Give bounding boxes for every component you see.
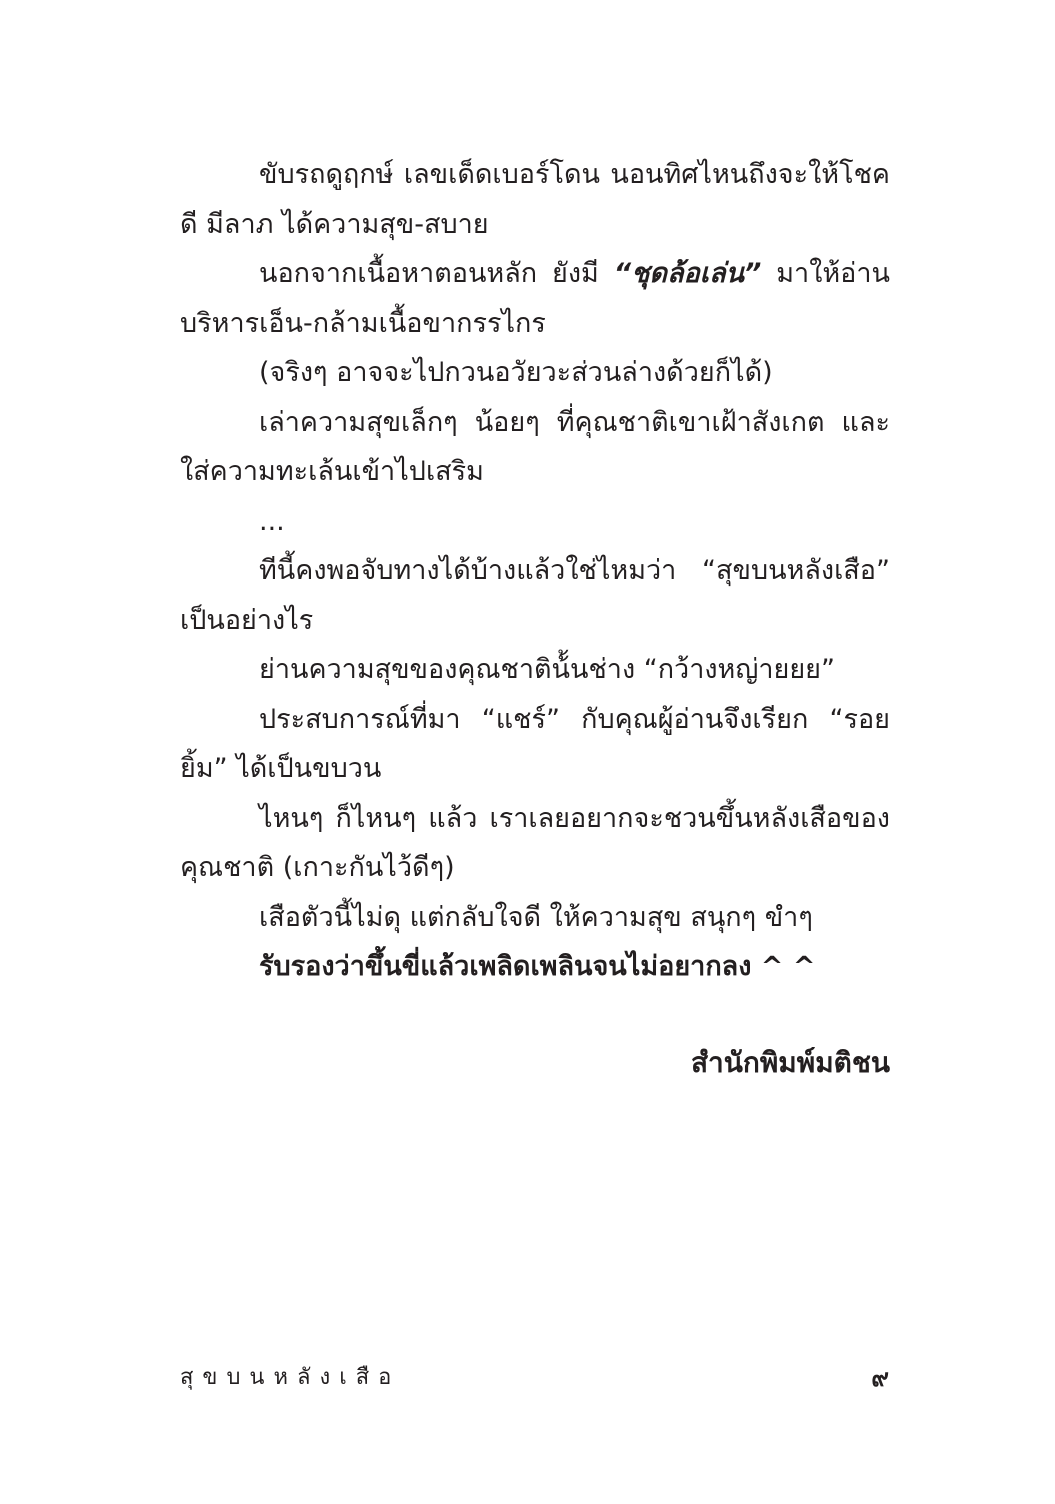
paragraph-9-text: ไหนๆ ก็ไหนๆ แล้ว เราเลยอยากจะชวนขึ้นหลังเสือของคุณชาติ (เกาะกันไว้ดีๆ) — [180, 802, 890, 883]
paragraph-7-text: ย่านความสุขของคุณชาติน้้นช่าง “กว้างหญ่ายยย” — [259, 654, 835, 685]
paragraph-1 — [180, 150, 890, 249]
body-text — [180, 150, 890, 992]
page-number: ๙ — [871, 1364, 889, 1392]
paragraph-7 — [180, 645, 890, 695]
paragraph-10 — [180, 893, 890, 943]
footer-book-title: สุขบนหลังเสือ — [180, 1365, 401, 1390]
paragraph-4-text: เล่าความสุขเล็กๆ น้อยๆ ที่คุณชาติเขาเฝ้าสังเกต และใส่ความทะเล้นเข้าไปเสริม — [180, 406, 890, 487]
paragraph-2-text-before: นอกจากเนื้อหาตอนหลัก ยังมี — [259, 258, 614, 289]
paragraph-4 — [180, 398, 890, 497]
closing-line-text: รับรองว่าขึ้นขี่แล้วเพลิดเพลินจนไม่อยากลง ^ ^ — [259, 951, 816, 982]
paragraph-3 — [180, 348, 890, 398]
ellipsis-text: ... — [259, 505, 285, 537]
closing-line — [180, 942, 890, 992]
paragraph-ellipsis — [180, 497, 890, 547]
paragraph-1-text: ขับรถดูฤกษ์ เลขเด็ดเบอร์โดน นอนทิศไหนถึงจะให้โชคดี มีลาภ ได้ความสุข-สบาย — [180, 159, 890, 240]
paragraph-2-text-after: มาให้อ่าน บริหารเอ็น-กล้ามเนื้อขากรรไกร — [180, 258, 891, 339]
paragraph-6 — [180, 546, 890, 645]
paragraph-10-text: เสือตัวนี้ไม่ดุ แต่กลับใจดี ให้ความสุข สนุกๆ ขำๆ — [259, 901, 813, 933]
publisher-signature: สำนักพิมพ์มติชน — [690, 1046, 890, 1079]
paragraph-9 — [180, 794, 890, 893]
paragraph-6-text: ทีนี้คงพอจับทางได้บ้างแล้วใช่ไหมว่า “สุขบนหลังเสือ” เป็นอย่างไร — [180, 555, 890, 636]
paragraph-8 — [180, 695, 890, 794]
paragraph-3-text: (จริงๆ อาจจะไปกวนอวัยวะส่วนล่างด้วยก็ได้) — [259, 357, 773, 388]
paragraph-2 — [180, 249, 890, 348]
paragraph-8-text: ประสบการณ์ที่มา “แชร์” กับคุณผู้อ่านจึงเรียก “รอยยิ้ม” ได้เป็นขบวน — [180, 703, 890, 784]
emphasis-text: “ชุดล้อเล่น” — [613, 258, 762, 289]
